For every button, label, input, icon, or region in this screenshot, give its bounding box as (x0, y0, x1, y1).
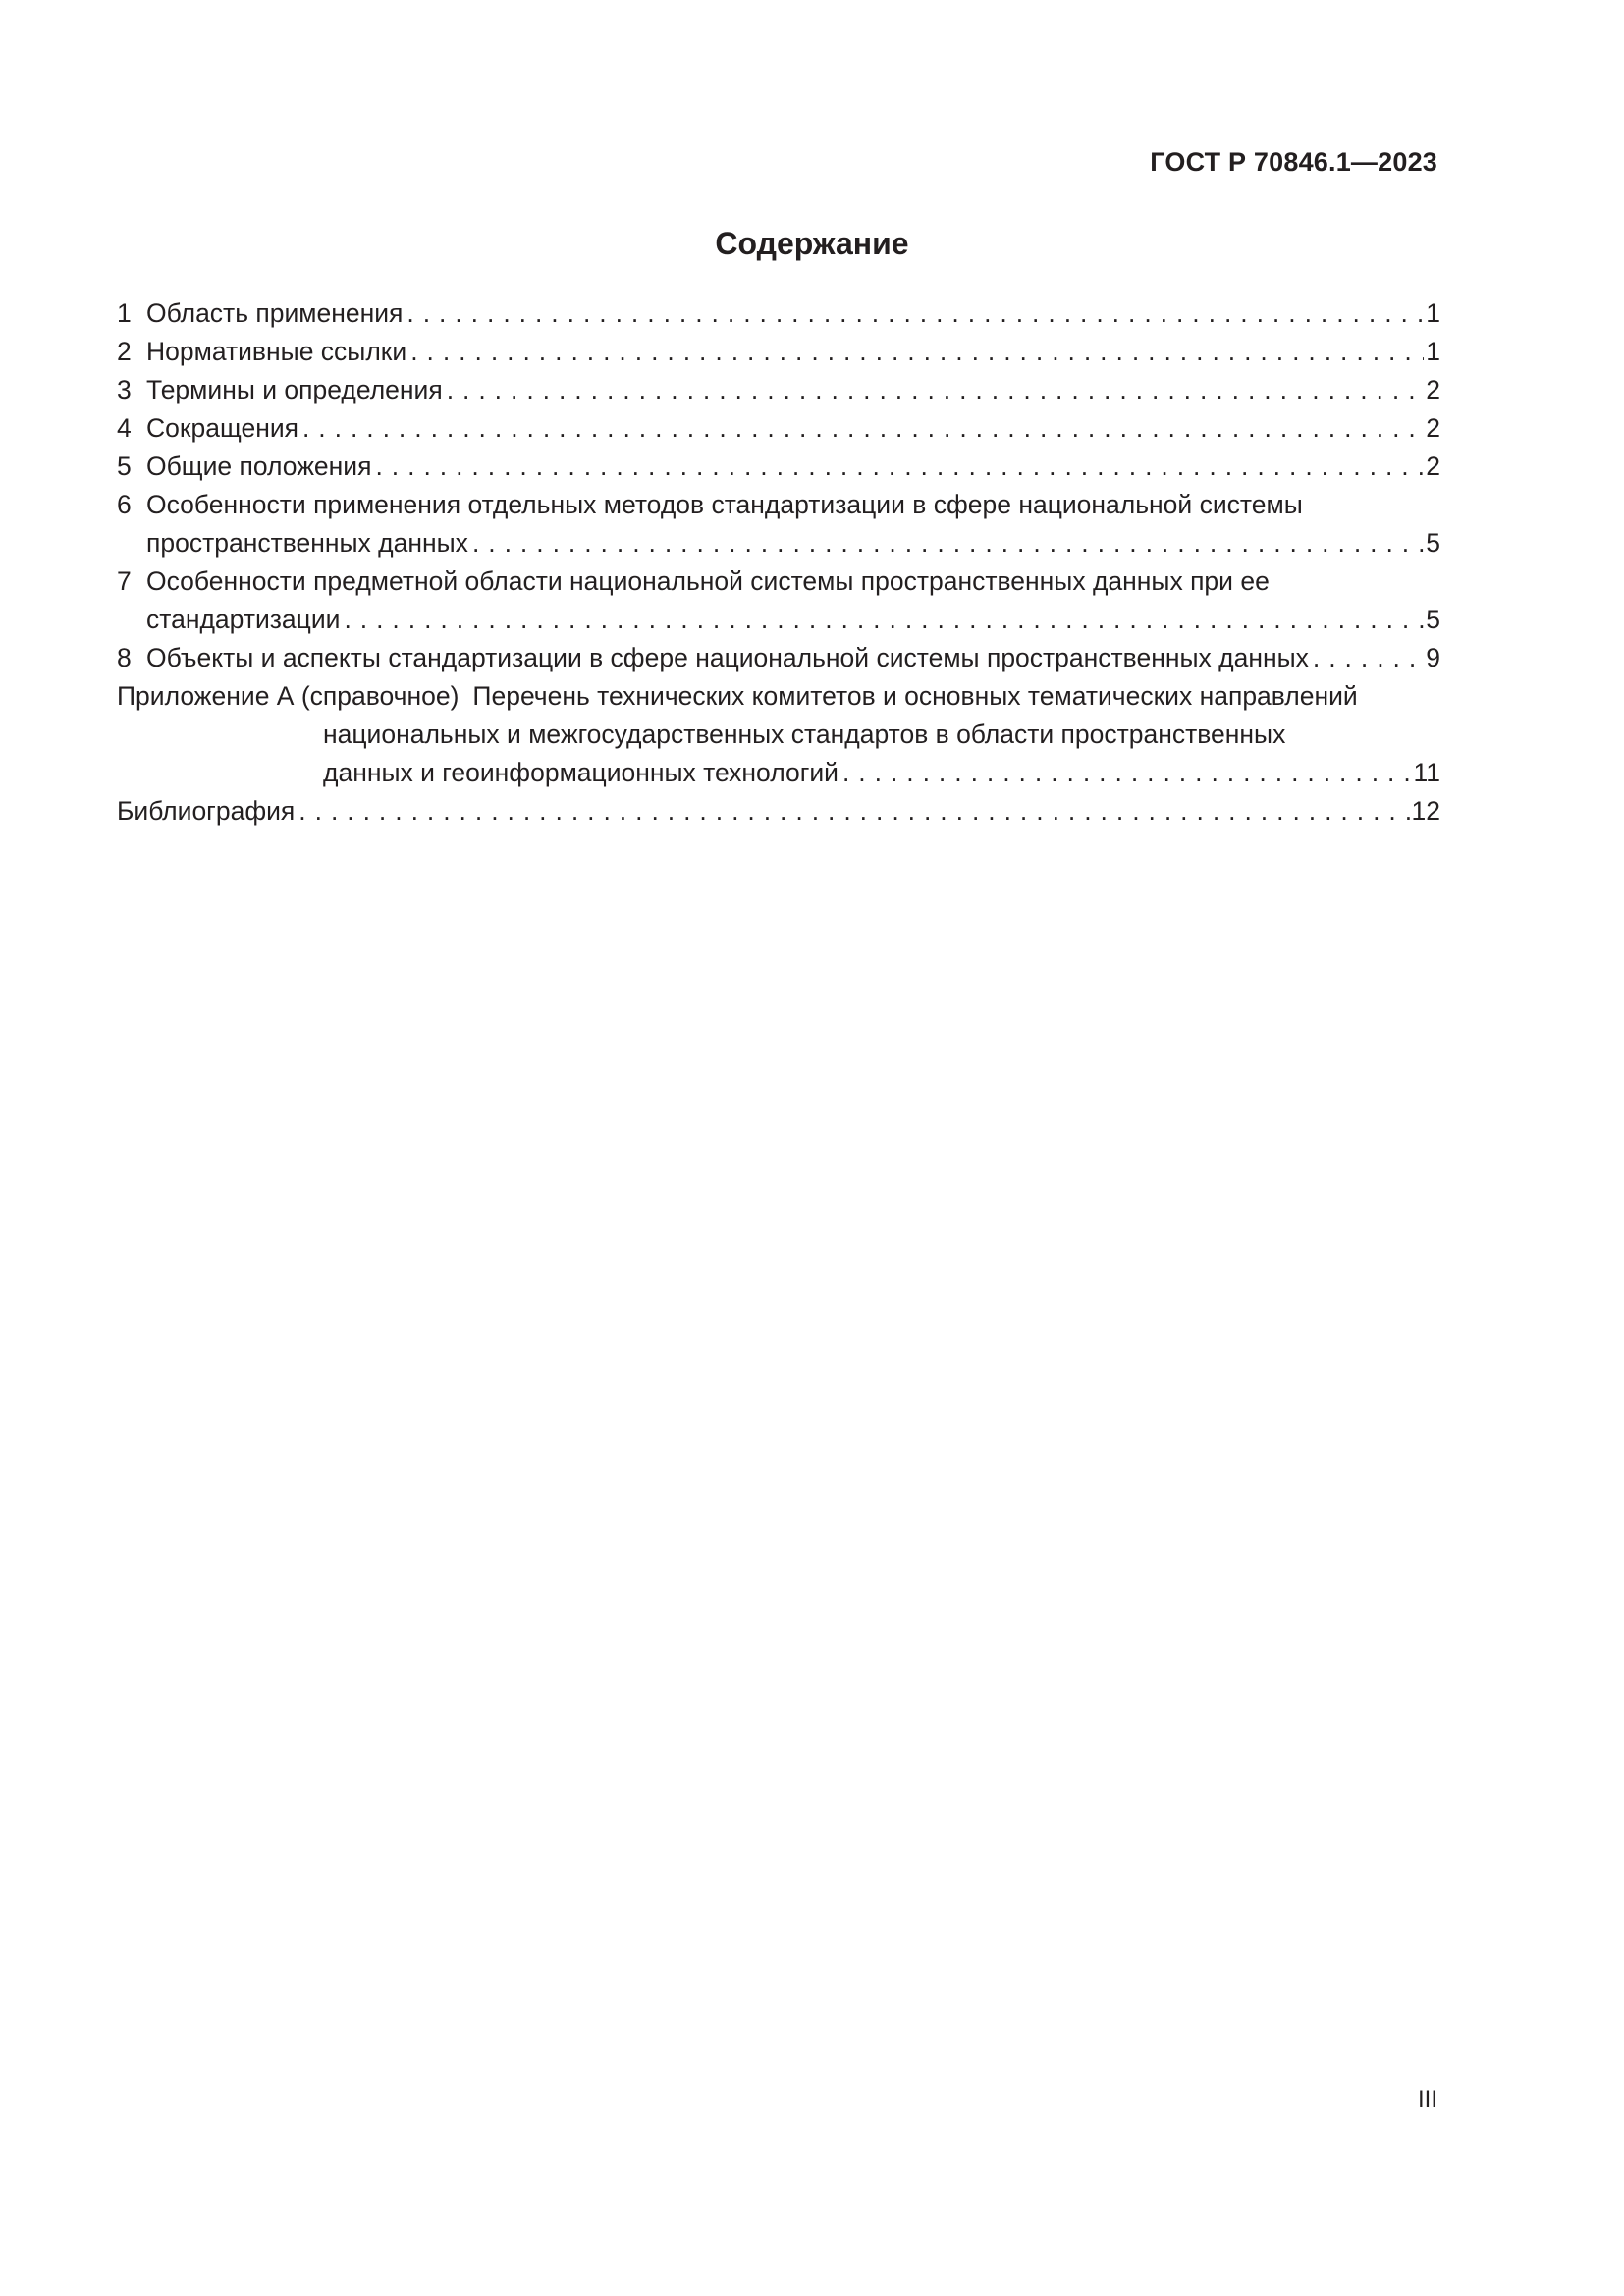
toc-entry-8[interactable] (117, 639, 1440, 677)
toc-entry-page: 12 (1411, 796, 1440, 826)
toc-entry-bibliography[interactable] (117, 792, 1440, 830)
toc-entry-number: 1 (117, 298, 132, 328)
appendix-title-continued: национальных и межгосударственных стандартов в области пространственных (323, 720, 1286, 749)
dot-leader (298, 792, 1409, 830)
dot-leader (410, 333, 1424, 371)
toc-entry-title: Нормативные ссылки (146, 337, 407, 366)
appendix-title-continued: данных и геоинформационных технологий (323, 758, 839, 787)
toc-entry-2[interactable] (117, 333, 1440, 371)
document-code: ГОСТ Р 70846.1—2023 (1150, 147, 1437, 177)
toc-entry-title: Область применения (146, 298, 404, 328)
toc-entry-5[interactable] (117, 448, 1440, 486)
toc-entry-number: 7 (117, 566, 132, 596)
toc-entry-appendix-a[interactable] (117, 677, 1440, 792)
toc-entry-title: Термины и определения (146, 375, 443, 404)
toc-entry-number: 2 (117, 337, 132, 366)
toc-entry-title: Объекты и аспекты стандартизации в сфере национальной системы пространственных данных (146, 643, 1309, 672)
toc-title: Содержание (715, 226, 909, 261)
toc-entry-page: 11 (1413, 758, 1440, 787)
toc-entry-number: 6 (117, 490, 132, 519)
appendix-title: Перечень технических комитетов и основных тематических направлений (472, 681, 1358, 711)
toc-entry-number: 3 (117, 375, 132, 404)
dot-leader (375, 448, 1424, 486)
toc-entry-number: 4 (117, 413, 132, 443)
dot-leader (1313, 639, 1424, 677)
dot-leader (302, 409, 1424, 448)
toc-entry-page: 5 (1426, 528, 1440, 558)
toc-entry-title: Особенности предметной области национальной системы пространственных данных при ее (146, 566, 1270, 596)
dot-leader (406, 294, 1424, 333)
toc-entry-4[interactable] (117, 409, 1440, 448)
toc-entry-3[interactable] (117, 371, 1440, 409)
toc-entry-1[interactable] (117, 294, 1440, 333)
toc-entry-title: Библиография (117, 796, 296, 826)
toc-entry-page: 5 (1426, 605, 1440, 634)
toc-entry-page: 1 (1426, 298, 1440, 328)
dot-leader (447, 371, 1425, 409)
toc-entry-page: 1 (1426, 337, 1440, 366)
dot-leader (842, 754, 1412, 792)
toc-entry-title: Общие положения (146, 452, 372, 481)
toc-entry-page: 9 (1426, 643, 1440, 672)
toc-entry-number: 5 (117, 452, 132, 481)
toc-entry-title-continued: пространственных данных (146, 528, 468, 558)
appendix-prefix: Приложение А (справочное) (117, 681, 460, 711)
toc-entry-title: Особенности применения отдельных методов стандартизации в сфере национальной системы (146, 490, 1303, 519)
dot-leader (472, 524, 1424, 562)
toc-entry-page: 2 (1426, 375, 1440, 404)
toc-entry-title-continued: стандартизации (146, 605, 341, 634)
toc-entry-number: 8 (117, 643, 132, 672)
dot-leader (344, 601, 1424, 639)
toc-entry-page: 2 (1426, 452, 1440, 481)
toc-entry-title: Сокращения (146, 413, 298, 443)
toc-entry-6[interactable] (117, 486, 1440, 562)
toc-entry-page: 2 (1426, 413, 1440, 443)
page-number: III (1417, 2086, 1437, 2112)
toc-entry-7[interactable] (117, 562, 1440, 639)
table-of-contents (117, 294, 1440, 830)
